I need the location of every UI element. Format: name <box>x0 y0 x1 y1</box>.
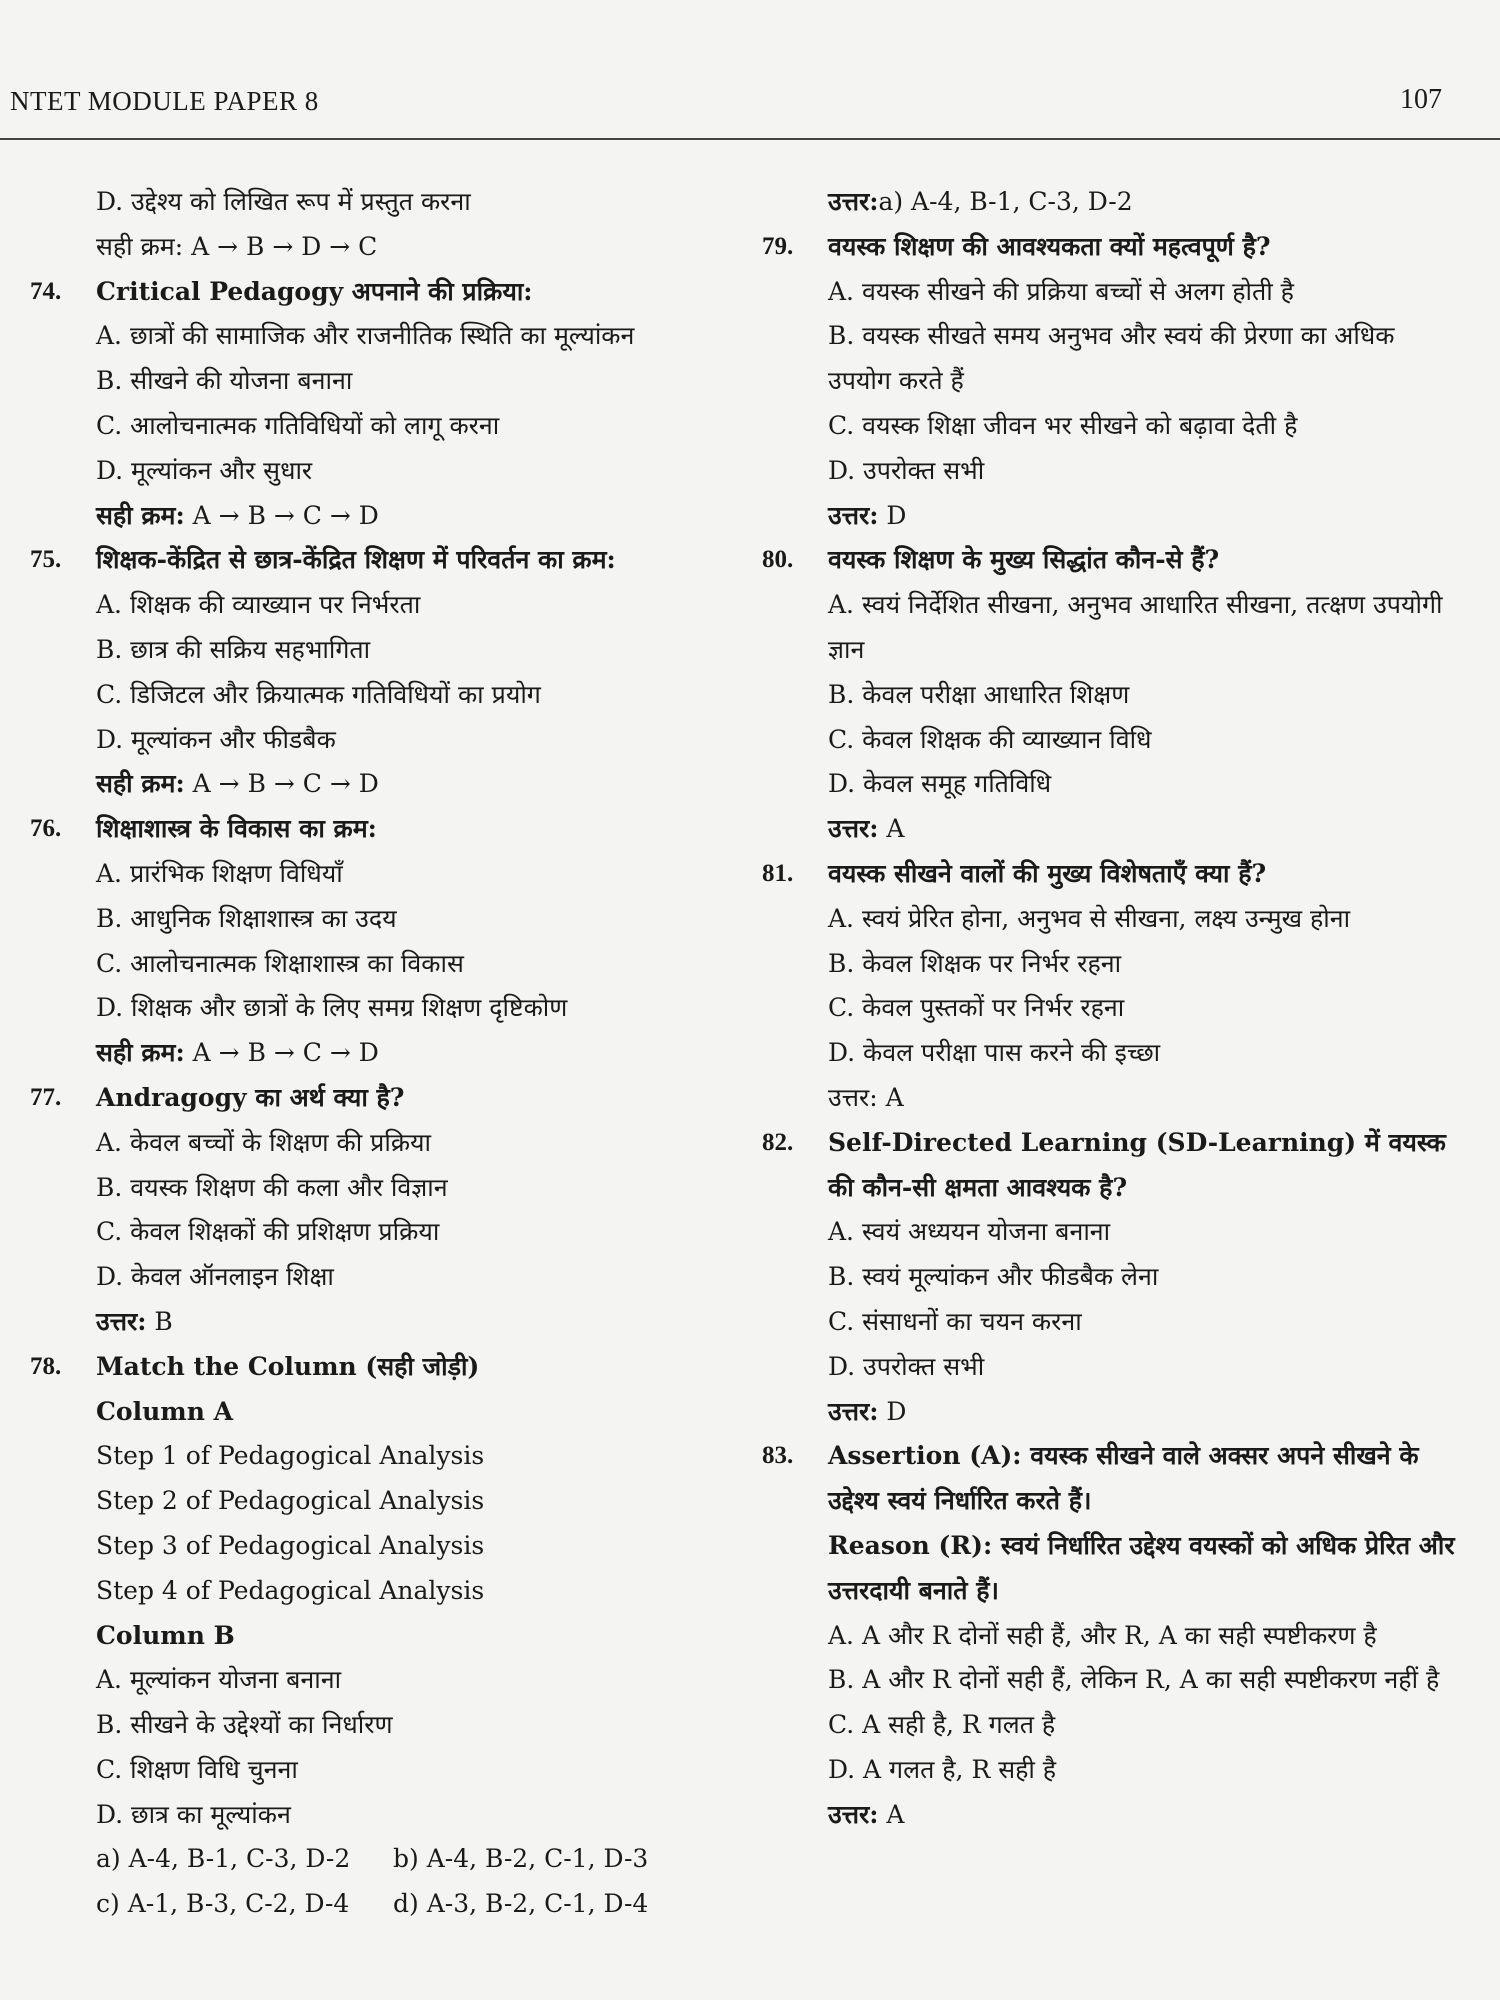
answer-label: सही क्रम: <box>96 1038 185 1068</box>
question-74 <box>30 270 690 539</box>
column-b-item: D. छात्र का मूल्यांकन <box>96 1799 291 1829</box>
running-title: NTET MODULE PAPER 8 <box>10 86 319 116</box>
answer-label: सही क्रम: <box>96 769 185 799</box>
answer: उत्तर: A <box>828 1082 904 1112</box>
answer-value: a) A-4, B-1, C-3, D-2 <box>878 187 1133 216</box>
option-b: B. आधुनिक शिक्षाशास्त्र का उदय <box>96 903 397 933</box>
question-number: 76. <box>30 815 62 843</box>
page-header <box>0 0 1500 140</box>
answer <box>30 1300 690 1345</box>
answer-value: A <box>878 1799 905 1829</box>
option-b: B. स्वयं मूल्यांकन और फीडबैक लेना <box>828 1262 1159 1292</box>
option-a: A. स्वयं अध्ययन योजना बनाना <box>828 1217 1111 1247</box>
option-a: A. प्रारंभिक शिक्षण विधियाँ <box>96 858 343 888</box>
answer-value: A → B → C → D <box>184 769 379 799</box>
option-a: A. केवल बच्चों के शिक्षण की प्रक्रिया <box>96 1127 432 1157</box>
answer <box>762 807 1464 852</box>
reason: Reason (R): स्वयं निर्धारित उद्देश्य वयस्कों को अधिक प्रेरित और उत्तरदायी बनाते हैं। <box>828 1530 1455 1605</box>
question-number: 77. <box>30 1083 62 1111</box>
option-c: C. आलोचनात्मक शिक्षाशास्त्र का विकास <box>96 948 464 978</box>
option-d: D. A गलत है, R सही है <box>828 1754 1057 1784</box>
option-a: A. वयस्क सीखने की प्रक्रिया बच्चों से अलग होती है <box>828 276 1294 306</box>
page-number: 107 <box>1400 84 1442 115</box>
option-a: A. छात्रों की सामाजिक और राजनीतिक स्थिति का मूल्यांकन <box>96 321 635 351</box>
column-a-item: Step 4 of Pedagogical Analysis <box>96 1575 485 1605</box>
answer <box>762 1390 1464 1435</box>
answer-value: D <box>878 500 907 530</box>
answer-label: उत्तर: <box>96 1306 147 1336</box>
question-76 <box>30 807 690 1076</box>
option-c: C. वयस्क शिक्षा जीवन भर सीखने को बढ़ावा देती है <box>828 410 1298 440</box>
question-75 <box>30 538 690 807</box>
column-b-item: B. सीखने के उद्देश्यों का निर्धारण <box>96 1710 393 1740</box>
option-c: C. संसाधनों का चयन करना <box>828 1306 1082 1336</box>
option-d: D. मूल्यांकन और सुधार <box>96 455 313 485</box>
answer-value: A <box>878 814 905 844</box>
option-d: D. केवल ऑनलाइन शिक्षा <box>96 1262 334 1292</box>
option-b: B. वयस्क सीखते समय अनुभव और स्वयं की प्रेरणा का अधिक उपयोग करते हैं <box>828 321 1395 396</box>
option-c: C. A सही है, R गलत है <box>828 1710 1056 1740</box>
option-d: D. केवल परीक्षा पास करने की इच्छा <box>828 1038 1161 1068</box>
question-79 <box>762 225 1464 539</box>
question-77 <box>30 1076 690 1345</box>
question-number: 80. <box>762 546 794 574</box>
question-title: वयस्क शिक्षण के मुख्य सिद्धांत कौन-से हैं? <box>828 545 1220 575</box>
column-a-item: Step 1 of Pedagogical Analysis <box>96 1441 485 1471</box>
column-a-heading: Column A <box>96 1396 233 1426</box>
option-a: A. शिक्षक की व्याख्यान पर निर्भरता <box>96 590 421 620</box>
question-title: Self-Directed Learning (SD-Learning) में वयस्क की कौन-सी क्षमता आवश्यक है? <box>828 1127 1446 1202</box>
option-c: C. डिजिटल और क्रियात्मक गतिविधियों का प्रयोग <box>96 679 541 709</box>
question-title: Critical Pedagogy अपनाने की प्रक्रिया: <box>96 276 533 306</box>
option-d: D. केवल समूह गतिविधि <box>828 769 1052 799</box>
option-a: a) A-4, B-1, C-3, D-2 <box>96 1844 351 1874</box>
question-number: 74. <box>30 277 62 305</box>
question-number: 79. <box>762 232 794 260</box>
assertion: Assertion (A): वयस्क सीखने वाले अक्सर अपने सीखने के उद्देश्य स्वयं निर्धारित करते हैं। <box>828 1441 1419 1516</box>
column-a-item: Step 2 of Pedagogical Analysis <box>96 1486 485 1516</box>
option-c: C. केवल पुस्तकों पर निर्भर रहना <box>828 993 1125 1023</box>
question-title: Andragogy का अर्थ क्या है? <box>96 1082 405 1112</box>
question-80 <box>762 538 1464 852</box>
column-b-heading: Column B <box>96 1620 235 1650</box>
option-c: C. आलोचनात्मक गतिविधियों को लागू करना <box>96 410 500 440</box>
options-row-1 <box>30 1837 690 1882</box>
option-d: D. उपरोक्त सभी <box>828 455 985 485</box>
option-b: B. केवल परीक्षा आधारित शिक्षण <box>828 679 1130 709</box>
question-number: 81. <box>762 859 794 887</box>
option-c: C. केवल शिक्षक की व्याख्यान विधि <box>828 724 1152 754</box>
answer-label: उत्तर: <box>828 187 879 216</box>
question-number: 83. <box>762 1442 794 1470</box>
question-title: वयस्क शिक्षण की आवश्यकता क्यों महत्वपूर्ण है? <box>828 231 1271 261</box>
answer-label: सही क्रम: <box>96 500 185 530</box>
question-82 <box>762 1121 1464 1435</box>
option-d: D. उपरोक्त सभी <box>828 1351 985 1381</box>
answer-label: उत्तर: <box>828 1396 879 1426</box>
left-column <box>30 180 690 1927</box>
question-83 <box>762 1434 1464 1837</box>
question-title: शिक्षाशास्त्र के विकास का क्रम: <box>96 814 377 844</box>
option-c: C. केवल शिक्षकों की प्रशिक्षण प्रक्रिया <box>96 1217 440 1247</box>
question-number: 75. <box>30 546 62 574</box>
option-b: B. A और R दोनों सही हैं, लेकिन R, A का सही स्पष्टीकरण नहीं है <box>828 1665 1440 1695</box>
option-d: d) A-3, B-2, C-1, D-4 <box>393 1889 649 1919</box>
answer-value: D <box>878 1396 907 1426</box>
column-b-item: A. मूल्यांकन योजना बनाना <box>96 1665 342 1695</box>
question-number: 82. <box>762 1128 794 1156</box>
options-row-2 <box>30 1882 690 1927</box>
answer <box>30 1031 690 1076</box>
answer <box>762 1793 1464 1838</box>
question-78 <box>30 1345 690 1927</box>
answer-value: B <box>146 1306 173 1336</box>
answer-value: A → B → C → D <box>184 500 379 530</box>
question-title: शिक्षक-केंद्रित से छात्र-केंद्रित शिक्षण में परिवर्तन का क्रम: <box>96 545 616 575</box>
option-b: B. वयस्क शिक्षण की कला और विज्ञान <box>96 1172 448 1202</box>
answer-label: उत्तर: <box>828 814 879 844</box>
option-c: c) A-1, B-3, C-2, D-4 <box>96 1889 350 1919</box>
question-number: 78. <box>30 1352 62 1380</box>
option-a: A. A और R दोनों सही हैं, और R, A का सही स्पष्टीकरण है <box>828 1620 1377 1650</box>
q78-answer <box>762 180 1464 225</box>
option-a: A. स्वयं निर्देशित सीखना, अनुभव आधारित सीखना, तत्क्षण उपयोगी ज्ञान <box>828 590 1443 664</box>
answer-value: A → B → C → D <box>184 1038 379 1068</box>
option-d: D. मूल्यांकन और फीडबैक <box>96 724 336 754</box>
option-b: B. छात्र की सक्रिय सहभागिता <box>96 634 371 664</box>
column-a-item: Step 3 of Pedagogical Analysis <box>96 1530 485 1560</box>
question-81 <box>762 852 1464 1121</box>
option-b: b) A-4, B-2, C-1, D-3 <box>393 1844 649 1874</box>
answer <box>762 494 1464 539</box>
q73-option-d: D. उद्देश्य को लिखित रूप में प्रस्तुत करना <box>96 187 471 216</box>
answer-label: उत्तर: <box>828 500 879 530</box>
right-column <box>762 180 1464 1837</box>
answer <box>30 494 690 539</box>
option-b: B. सीखने की योजना बनाना <box>96 366 353 396</box>
q73-answer: सही क्रम: A → B → D → C <box>96 231 378 261</box>
answer <box>30 762 690 807</box>
column-b-item: C. शिक्षण विधि चुनना <box>96 1754 298 1784</box>
question-title: Match the Column (सही जोड़ी) <box>96 1351 480 1381</box>
answer-label: उत्तर: <box>828 1799 879 1829</box>
option-b: B. केवल शिक्षक पर निर्भर रहना <box>828 948 1122 978</box>
option-a: A. स्वयं प्रेरित होना, अनुभव से सीखना, लक्ष्य उन्मुख होना <box>828 903 1351 933</box>
question-title: वयस्क सीखने वालों की मुख्य विशेषताएँ क्या हैं? <box>828 858 1267 888</box>
option-d: D. शिक्षक और छात्रों के लिए समग्र शिक्षण दृष्टिकोण <box>96 993 568 1023</box>
